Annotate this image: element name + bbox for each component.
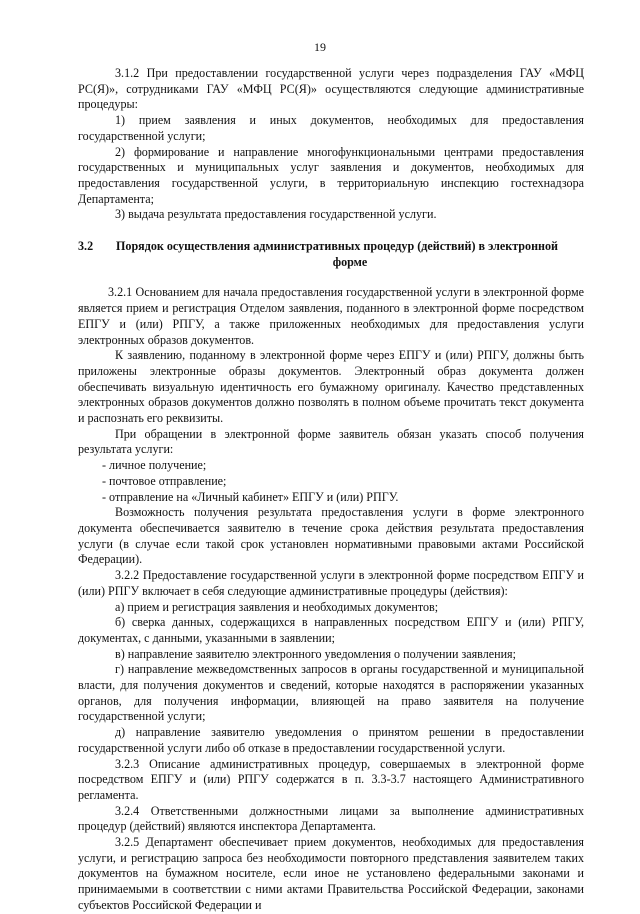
- list-item-personal: - личное получение;: [102, 458, 207, 473]
- list-item-1: 1) прием заявления и иных документов, необходимых для предоставления государственной услуги;: [78, 113, 584, 143]
- page-number: 19: [314, 40, 326, 54]
- paragraph-3-2-4: 3.2.4 Ответственными должностными лицами за выполнение административных процедур (действий) являются инспектора Департамента.: [78, 803, 584, 834]
- paragraph-3-1-2: 3.1.2 При предоставлении государственной услуги через подразделения ГАУ «МФЦ РС(Я)», сотрудниками ГАУ «МФЦ РС(Я)» осуществляются следующие административные процедуры:: [78, 66, 584, 112]
- list-item-postal: - почтовое отправление;: [102, 473, 227, 488]
- section-number: 3.2: [78, 239, 94, 254]
- paragraph-attachments: К заявлению, поданному в электронной форме через ЕПГУ и (или) РПГУ, должны быть приложены электронные образы документов. Электронный образ документа должен обеспечивать визуальную идентичность его бумажному оригиналу. Качество представленных электронных образов документов должно позволять в полном объеме прочитать текст документа и распознать его реквизиты.: [78, 348, 584, 426]
- paragraph-3-2-2: 3.2.2 Предоставление государственной услуги в электронной форме посредством ЕПГУ и (или) РПГУ включает в себя следующие административные процедуры (действия):: [78, 568, 584, 598]
- list-item-d: д) направление заявителю уведомления о принятом решении в предоставлении государственной услуги либо об отказе в предоставлении государственной услуги.: [78, 725, 584, 755]
- list-item-2: 2) формирование и направление многофункциональными центрами предоставления государственных и муниципальных услуг заявления и документов, необходимых для предоставления государственной услуги, в территориальную инспекцию гостехнадзора Департамента;: [78, 144, 584, 206]
- paragraph-possibility: Возможность получения результата предоставления услуги в форме электронного документа обеспечивается заявителю в течение срока действия результата предоставления услуги (в случае если такой срок установлен нормативными правовыми актами Российской Федерации).: [78, 505, 584, 567]
- list-item-3: 3) выдача результата предоставления государственной услуги.: [115, 207, 437, 222]
- list-item-b: б) сверка данных, содержащихся в направленных посредством ЕПГУ и (или) РПГУ, документах, с данными, указанными в заявлении;: [78, 615, 584, 645]
- list-item-v: в) направление заявителю электронного уведомления о получении заявления;: [115, 646, 516, 661]
- paragraph-3-2-5: 3.2.5 Департамент обеспечивает прием документов, необходимых для предоставления услуги, и регистрацию запроса без необходимости повторного представления заявителем таких документов на бумажном носителе, если иное не установлено федеральными законами и принимаемыми в соответствии с ними актами Правительства Российской Федерации, законами субъектов Российской Федерации и: [78, 835, 584, 912]
- document-body: [78, 66, 584, 914]
- list-item-a: а) прием и регистрация заявления и необходимых документов;: [115, 599, 439, 614]
- section-heading: [78, 239, 584, 270]
- section-title-line1: Порядок осуществления административных процедур (действий) в электронной: [116, 239, 559, 254]
- paragraph-3-2-3: 3.2.3 Описание административных процедур, совершаемых в электронной форме посредством ЕПГУ и (или) РПГУ содержатся в п. 3.3-3.7 настоящего Административного регламента.: [78, 756, 584, 802]
- list-item-cabinet: - отправление на «Личный кабинет» ЕПГУ и (или) РПГУ.: [102, 489, 399, 504]
- list-item-g: г) направление межведомственных запросов в органы государственной и муниципальной власти, для получения документов и сведений, которые находятся в распоряжении указанных органов, для получения информации, влияющей на право заявителя на получение государственной услуги;: [78, 662, 584, 724]
- section-title-line2: форме: [332, 254, 368, 269]
- paragraph-3-2-1: 3.2.1 Основанием для начала предоставления государственной услуги в электронной форме является прием и регистрация Отделом заявления, поданного в электронной форме посредством ЕПГУ и (или) РПГУ, а также приложенных необходимых для предоставления услуги электронных образов документов.: [78, 285, 584, 347]
- paragraph-result-method: При обращении в электронной форме заявитель обязан указать способ получения результата услуги:: [78, 426, 584, 457]
